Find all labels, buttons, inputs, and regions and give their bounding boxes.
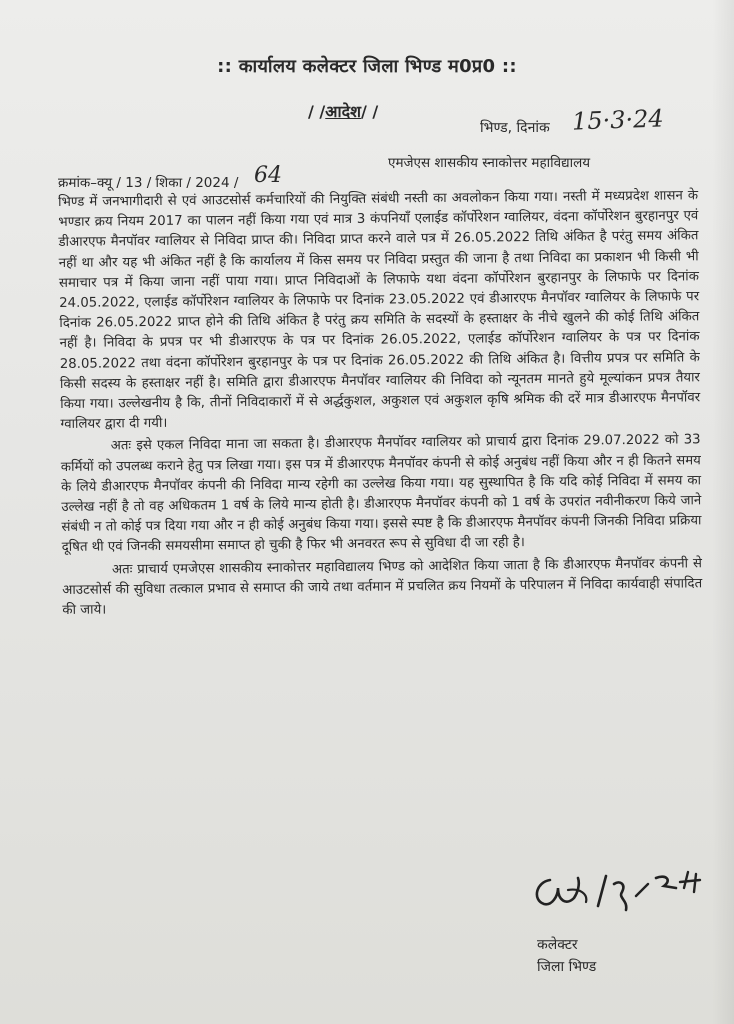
handwritten-date: 15·3·24 — [571, 104, 665, 136]
college-name-first-line: एमजेएस शासकीय स्नाकोत्तर महाविद्यालय — [388, 155, 591, 171]
order-heading-post: / / — [361, 102, 379, 121]
date-label: भिण्ड, दिनांक — [480, 120, 550, 136]
handwritten-reference-number: 64 — [254, 163, 282, 188]
paragraph-3: अतः प्राचार्य एमजेएस शासकीय स्नाकोत्तर महाविद्यालय भिण्ड को आदेशित किया जाता है कि डीआरएफ मैनपॉवर कंपनी से आउटसोर्स की सुविधा तत्काल प्रभाव से समाप्त की जाये तथा वर्तमान में प्रचलित क्रय नियमों के परिपालन में निविदा कार्यवाही संपादित की जाये। — [62, 555, 703, 619]
order-heading — [308, 100, 378, 122]
reference-number-label: क्रमांक–क्यू / 13 / शिका / 2024 / — [58, 175, 239, 191]
order-heading-pre: / / — [308, 102, 326, 121]
signatory-block — [537, 934, 596, 978]
paragraph-1: भिण्ड में जनभागीदारी से एवं आउटसोर्स कर्मचारियों की नियुक्ति संबंधी नस्ती का अवलोकन किया गया। नस्ती में मध्यप्रदेश शासन के भण्डार क्रय नियम 2017 का पालन नहीं किया गया एवं मात्र 3 कंपनियाँ एलाईड कॉर्पोरेशन ग्वालियर, वंदना कॉर्पोरेशन बुरहानपुर एवं डीआरएफ मैनपॉवर ग्वालियर से निविदा प्राप्त की। निविदा प्राप्त करने वाले पत्र में 26.05.2022 तिथि अंकित है परंतु समय अंकित नहीं था और यह भी अंकित नहीं है कि कार्यालय में किस समय पर निविदा प्रस्तुत की जाना है तथा निविदा का प्रकाशन भी किसी भी समाचार पत्र में किया जाना नहीं पाया गया। प्राप्त निविदाओं के लिफाफे यथा वंदना कॉर्पोरेशन बुरहानपुर के लिफाफे पर दिनांक 24.05.2022, एलाईड कॉर्पोरेशन ग्वालियर के लिफाफे पर दिनांक 23.05.2022 एवं डीआरएफ मैनपॉवर ग्वालियर के लिफाफे पर दिनांक 26.05.2022 प्राप्त होने की तिथि अंकित है परंतु क्रय समिति के सदस्यों के हस्ताक्षर के नीचे खुलने की कोई तिथि अंकित नहीं है। निविदा के प्रपत्र पर भी डीआरएफ के पत्र पर दिनांक 26.05.2022, एलाईड कॉर्पोरेशन ग्वालियर के पत्र पर दिनांक 28.05.2022 तथा वंदना कॉर्पोरेशन बुरहानपुर के पत्र पर दिनांक 26.05.2022 की तिथि अंकित है। वित्तीय प्रपत्र पर समिति के किसी सदस्य के हस्ताक्षर नहीं है। समिति द्वारा डीआरएफ मैनपॉवर ग्वालियर की निविदा को न्यूनतम मानते हुये मूल्यांकन प्रपत्र तैयार किया गया। उल्लेखनीय है कि, तीनों निविदाकारों में से अर्द्धकुशल, अकुशल एवं अकुशल कृषि श्रमिक की दरें मात्र डीआरएफ मैनपॉवर ग्वालियर द्वारा दी गयी। — [58, 188, 701, 433]
paragraph-2: अतः इसे एकल निविदा माना जा सकता है। डीआरएफ मैनपॉवर ग्वालियर को प्राचार्य द्वारा दिनांक 29.07.2022 को 33 कर्मियों को उपलब्ध कराने हेतु पत्र लिखा गया। इस पत्र में डीआरएफ मैनपॉवर कंपनी से कोई अनुबंध नहीं किया और न ही कितने समय के लिये डीआरएफ मैनपॉवर कंपनी की निविदा मान्य रहेगी का उल्लेख किया गया। यह सुस्थापित है कि यदि कोई निविदा में समय का उल्लेख नहीं है तो वह अधिकतम 1 वर्ष के लिये मान्य होती है। डीआरएफ मैनपॉवर कंपनी को 1 वर्ष के उपरांत नवीनीकरण किये जाने संबंधी न तो कोई पत्र दिया गया और न ही कोई अनुबंध किया गया। इससे स्पष्ट है कि डीआरएफ मैनपॉवर कंपनी जिनकी निविदा प्रक्रिया दूषित थी एवं जिनकी समयसीमा समाप्त हो चुकी है फिर भी अनवरत रूप से सुविधा दी जा रही है। — [60, 432, 702, 556]
order-heading-label: आदेश — [325, 102, 361, 121]
signatory-district: जिला भिण्ड — [537, 959, 597, 975]
office-title: :: कार्यालय कलेक्टर जिला भिण्ड म0प्र0 :: — [217, 56, 517, 77]
order-body — [58, 186, 702, 623]
signature-handwritten — [528, 870, 718, 932]
signatory-designation: कलेक्टर — [537, 937, 578, 953]
